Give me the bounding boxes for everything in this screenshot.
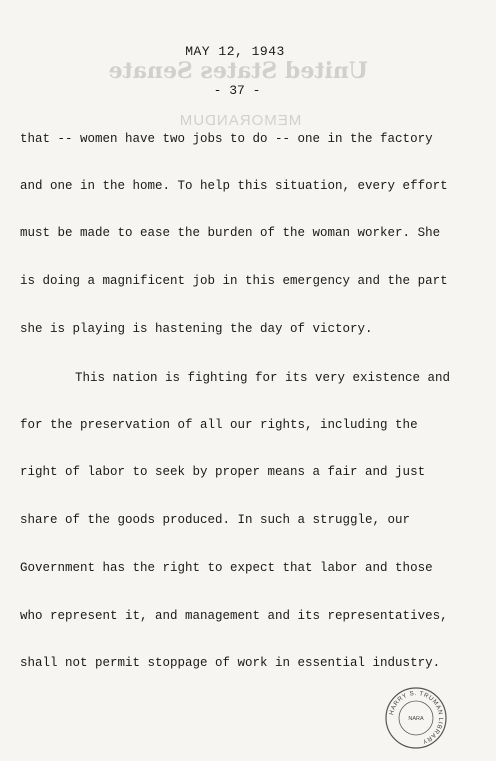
text-line-11: who represent it, and management and its representatives,	[20, 609, 448, 623]
text-line-8: right of labor to seek by proper means a fair and just	[20, 465, 426, 479]
text-line-2: and one in the home. To help this situation, every effort	[20, 179, 448, 193]
text-line-7: for the preservation of all our rights, including the	[20, 418, 418, 432]
stamp-center-text: NARA	[408, 716, 424, 722]
text-line-12: shall not permit stoppage of work in essential industry.	[20, 656, 441, 670]
library-stamp	[384, 686, 448, 750]
text-line-6: This nation is fighting for its very existence and	[75, 371, 451, 385]
text-line-9: share of the goods produced. In such a struggle, our	[20, 513, 411, 527]
text-line-3: must be made to ease the burden of the woman worker. She	[20, 226, 441, 240]
stamp-ring-text: HARRY S. TRUMAN LIBRARY	[388, 689, 445, 746]
page-number: - 37 -	[213, 83, 261, 98]
document-date: MAY 12, 1943	[185, 44, 285, 59]
text-line-1: that -- women have two jobs to do -- one in the factory	[20, 132, 433, 146]
text-line-4: is doing a magnificent job in this emergency and the part	[20, 274, 448, 288]
memo-bleedthrough: MEMORANDUM	[178, 112, 302, 129]
text-line-5: she is playing is hastening the day of victory.	[20, 322, 373, 336]
text-line-10: Government has the right to expect that labor and those	[20, 561, 433, 575]
letterhead-bleedthrough: United States Senate	[108, 58, 368, 84]
